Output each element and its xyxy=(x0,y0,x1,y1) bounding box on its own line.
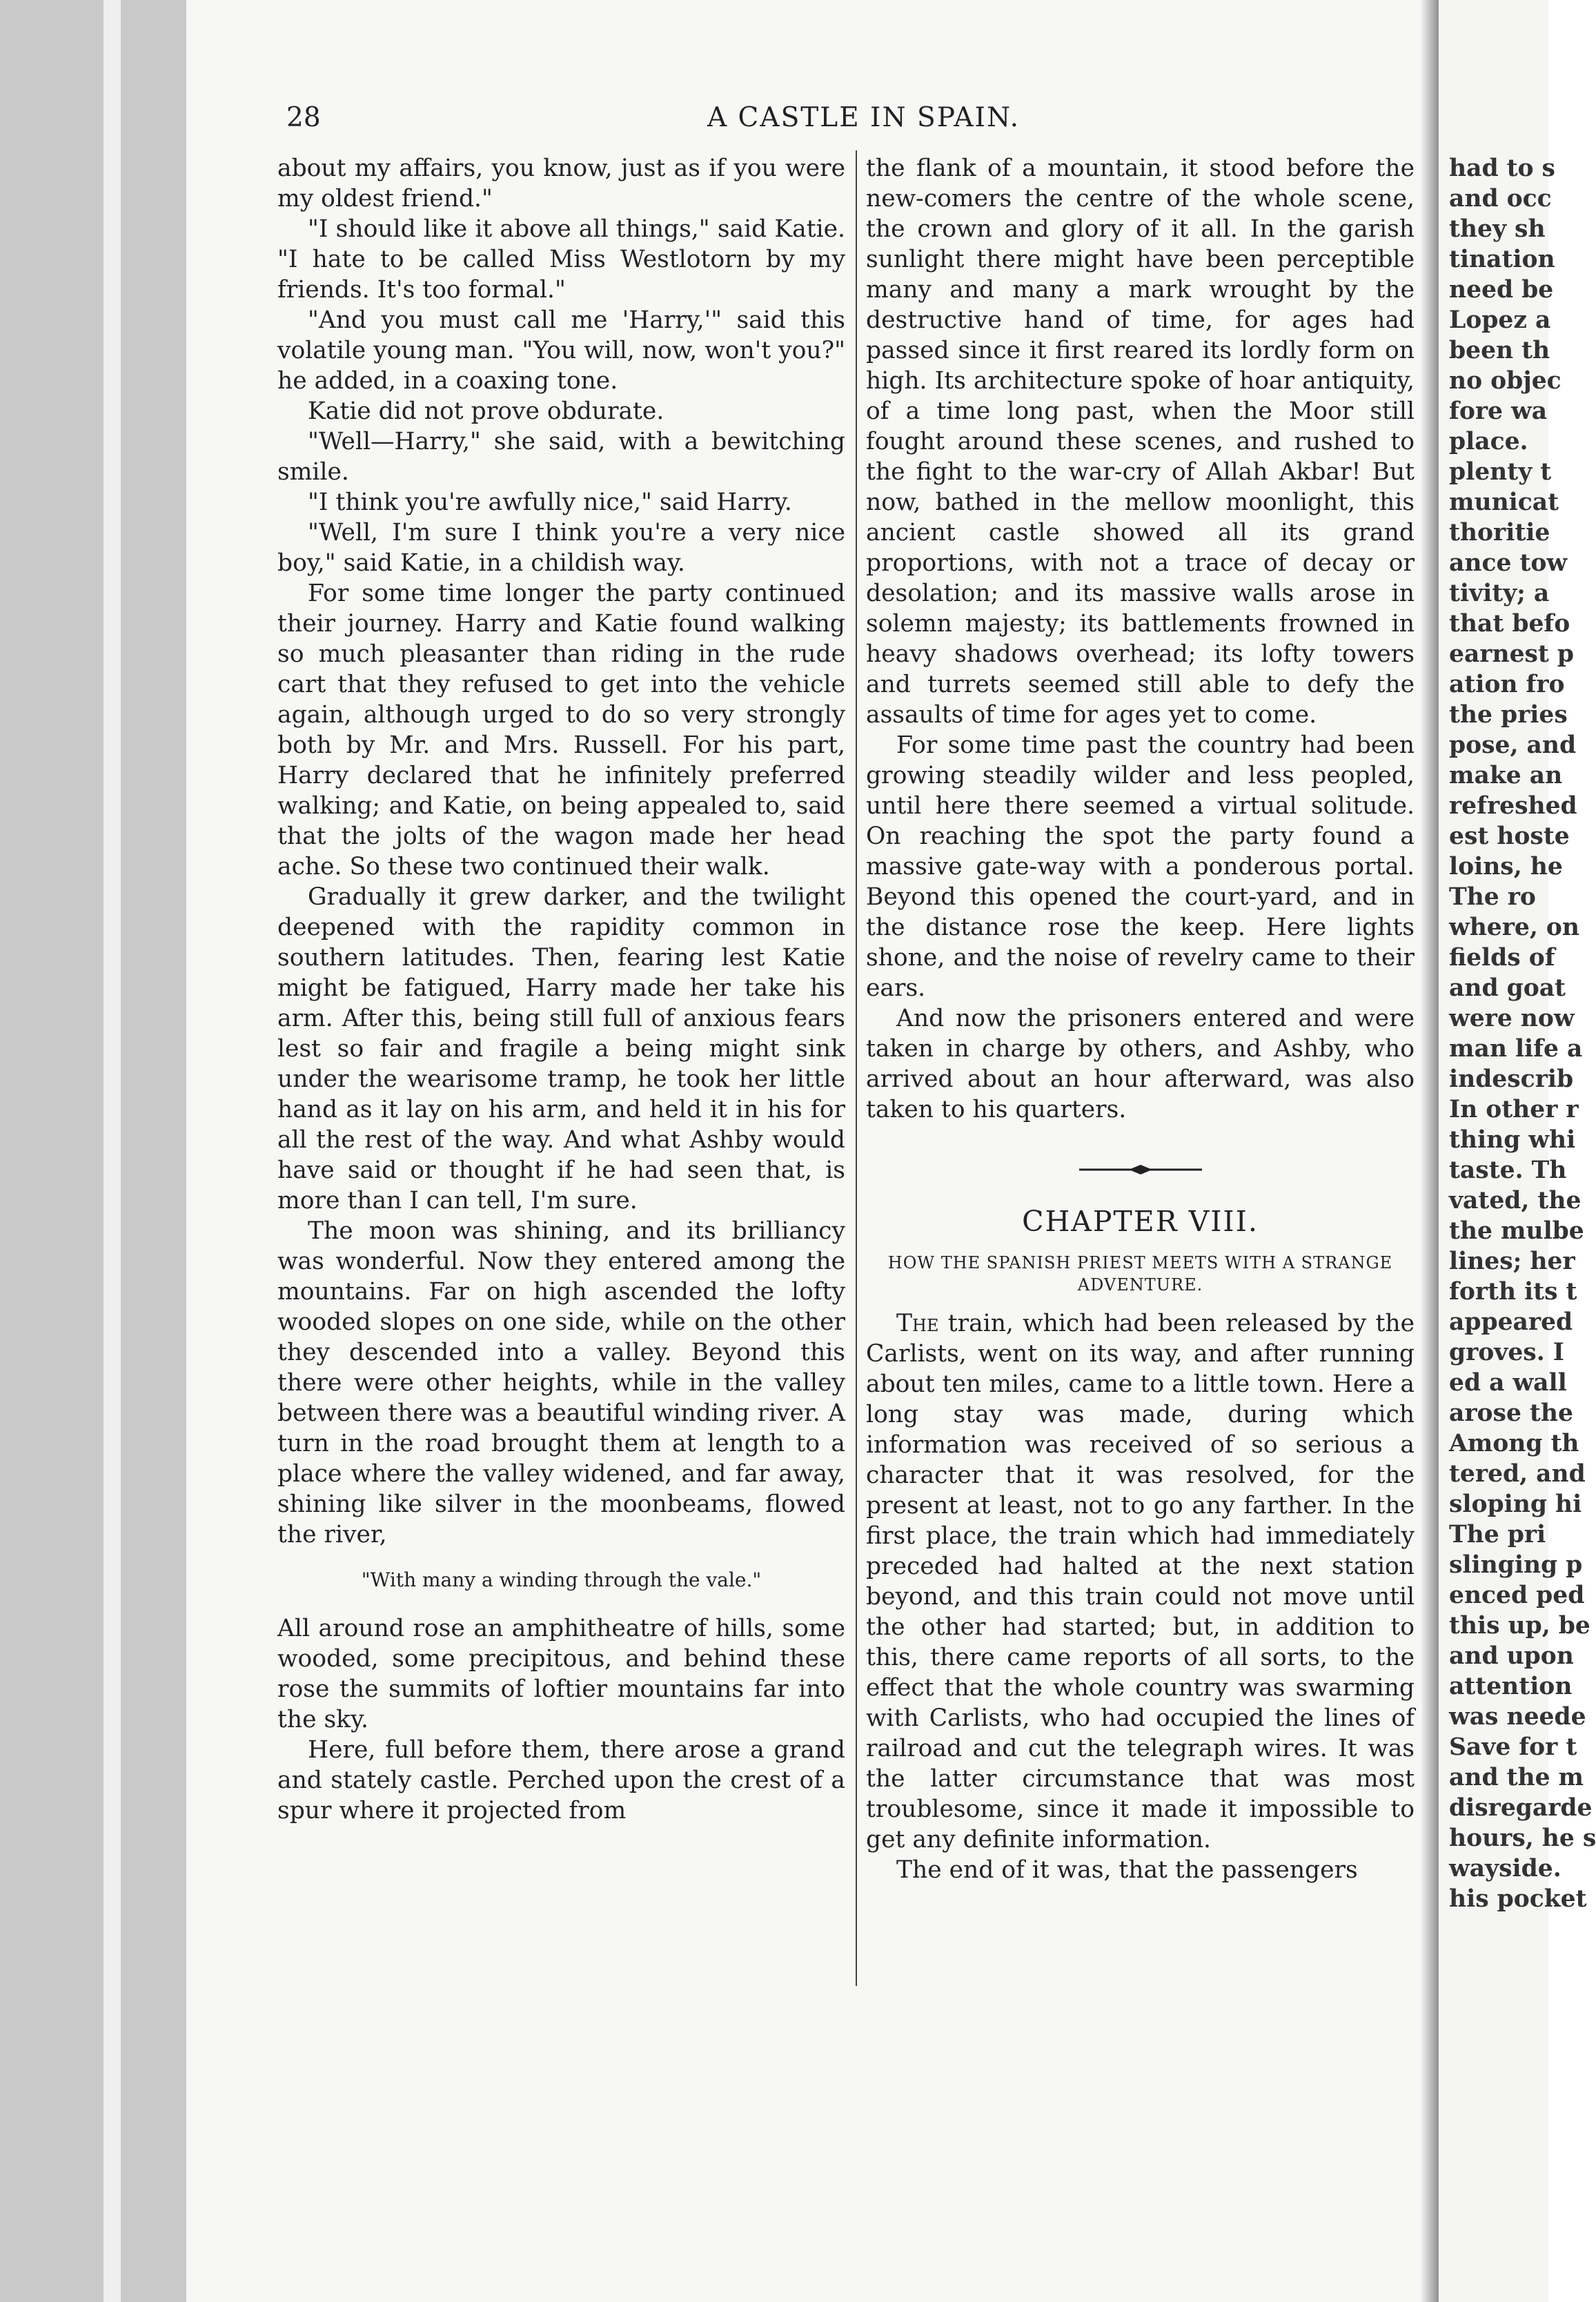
fragment-line: sloping hi xyxy=(1449,1491,1582,1518)
fragment-line: ed a wall xyxy=(1449,1369,1567,1397)
fragment-line: ance tow xyxy=(1449,549,1568,577)
fragment-line: where, on xyxy=(1449,914,1579,941)
fragment-line: arose the xyxy=(1449,1399,1573,1427)
fragment-line: tivity; a xyxy=(1449,580,1550,607)
fragment-line: hours, he s xyxy=(1449,1824,1596,1852)
fragment-line: his pocket xyxy=(1449,1885,1587,1913)
fragment-line: The ro xyxy=(1449,883,1536,911)
fragment-line: ation fro xyxy=(1449,671,1565,698)
right-column xyxy=(866,153,1415,1885)
paragraph: For some time past the country had been growing steadily wilder and less peopled, until here there seemed a virtual solitude. On reaching the spot the party found a massive gate-way with a ponderous portal. Beyond this opened the court-yard, and in the distance rose the keep. Here lights shone, and the noise of revelry came to their ears. xyxy=(866,731,1415,1002)
section-ornament xyxy=(1079,1165,1202,1174)
fragment-line: earnest p xyxy=(1449,640,1575,668)
paragraph: For some time longer the party continued their journey. Harry and Katie found walking so much pleasanter than riding in the rude cart that they refused to get into the vehicle again, although urged to do so very strongly both by Mr. and Mrs. Russell. For his part, Harry declared that he infinitely preferred walking; and Katie, on being appealed to, said that the jolts of the wagon made her head ache. So these two continued their walk. xyxy=(277,580,845,881)
fragment-line: tered, and xyxy=(1449,1460,1586,1488)
fragment-line: The pri xyxy=(1449,1521,1546,1548)
fragment-line: the mulbe xyxy=(1449,1217,1584,1245)
paragraph: And now the prisoners entered and were taken in charge by others, and Ashby, who arrived about an hour afterward, was also taken to his quarters. xyxy=(866,1005,1415,1123)
fragment-line: appeared xyxy=(1449,1308,1573,1336)
fragment-line: place. xyxy=(1449,428,1528,455)
fragment-line: and the m xyxy=(1449,1764,1584,1791)
page-header xyxy=(286,102,1418,137)
drop-word: The xyxy=(896,1310,939,1337)
fragment-line: lines; her xyxy=(1449,1248,1575,1275)
paragraph: Katie did not prove obdurate. xyxy=(308,397,664,425)
fragment-line: Among th xyxy=(1449,1430,1579,1457)
fragment-line: that befo xyxy=(1449,610,1570,638)
fragment-line: In other r xyxy=(1449,1096,1579,1123)
paragraph: The end of it was, that the passengers xyxy=(896,1856,1358,1884)
fragment-line: Save for t xyxy=(1449,1733,1577,1761)
paragraph-text: train, which had been released by the Carlists, went on its way, and after running about ten miles, came to a little town. Here a long stay was made, during which information was received of so serious a character that it was resolved, for the present at least, not to go any farther. In the first place, the train which had immediately preceded had halted at the next station beyond, and this train could not move until the other had started; but, in addition to this, there came reports of all sorts, to the effect that the whole country was swarming with Carlists, who had occupied the lines of railroad and cut the telegraph wires. It was the latter circumstance that was most troublesome, since it made it impossible to get any definite information. xyxy=(866,1310,1415,1853)
fragment-line: was neede xyxy=(1449,1703,1586,1731)
fragment-line: thoritie xyxy=(1449,519,1550,547)
paragraph: about my affairs, you know, just as if you were my oldest friend." xyxy=(277,155,845,213)
paragraph xyxy=(866,1308,1415,1855)
fragment-line: pose, and xyxy=(1449,731,1577,759)
running-title: A CASTLE IN SPAIN. xyxy=(707,102,1020,133)
fragment-line: forth its t xyxy=(1449,1278,1577,1306)
fragment-line: fields of xyxy=(1449,944,1555,972)
fragment-line: been th xyxy=(1449,337,1550,364)
paragraph: Here, full before them, there arose a grand and stately castle. Perched upon the crest of a spur where it projected from xyxy=(277,1736,845,1824)
paragraph: "Well, I'm sure I think you're a very nice boy," said Katie, in a childish way. xyxy=(277,519,845,577)
fragment-line: enced ped xyxy=(1449,1582,1585,1609)
fragment-line: and occ xyxy=(1449,185,1552,213)
fragment-line: the pries xyxy=(1449,701,1568,729)
fragment-line: man life a xyxy=(1449,1035,1583,1063)
fragment-line: est hoste xyxy=(1449,823,1570,850)
paragraph: The moon was shining, and its brilliancy was wonderful. Now they entered among the mountains. Far on high ascended the lofty wooded slopes on one side, while on the other they descended into a valley. Beyond this there were other heights, while in the valley between there was a beautiful winding river. A turn in the road brought them at length to a place where the valley widened, and far away, shining like silver in the moonbeams, flowed the river, xyxy=(277,1217,845,1548)
fragment-line: refreshed xyxy=(1449,792,1577,820)
chapter-title: CHAPTER VIII. xyxy=(1022,1205,1259,1238)
fragment-line: attention xyxy=(1449,1673,1573,1700)
fragment-lines xyxy=(1439,153,1596,1914)
fragment-line: municat xyxy=(1449,489,1559,516)
paragraph: the flank of a mountain, it stood before the new-comers the centre of the whole scene, the crown and glory of it all. In the garish sunlight there might have been perceptible many and many a mark wrought by the destructive hand of time, for ages had passed since it first reared its lordly form on high. Its architecture spoke of hoar antiquity, of a time long past, when the Moor still fought around these scenes, and rushed to the fight to the war-cry of Allah Akbar! But now, bathed in the mellow moonlight, this ancient castle showed all its grand proportions, with not a trace of decay or desolation; and its massive walls arose in solemn majesty; its battlements frowned in heavy shadows overhead; its lofty towers and turrets seemed still able to defy the assaults of time for ages yet to come. xyxy=(866,155,1415,729)
paragraph: Gradually it grew darker, and the twilight deepened with the rapidity common in southern latitudes. Then, fearing lest Katie might be fatigued, Harry made her take his arm. After this, being still full of anxious fears lest so fair and fragile a being might sink under the wearisome tramp, he took her little hand as it lay on his arm, and held it in his for all the rest of the way. And what Ashby would have said or thought if he had seen that, is more than I can tell, I'm sure. xyxy=(277,883,845,1214)
fragment-line: had to s xyxy=(1449,155,1555,182)
paragraph: "I think you're awfully nice," said Harry. xyxy=(308,489,792,516)
fragment-line: tination xyxy=(1449,246,1555,273)
fragment-line: indescrib xyxy=(1449,1065,1574,1093)
page-number: 28 xyxy=(286,102,321,133)
paragraph: "And you must call me 'Harry,'" said this volatile young man. "You will, now, won't you?" he added, in a coaxing tone. xyxy=(277,306,845,395)
fragment-line: groves. I xyxy=(1449,1339,1564,1366)
fragment-line: taste. Th xyxy=(1449,1157,1567,1184)
fragment-line: Lopez a xyxy=(1449,306,1551,334)
page-edges xyxy=(104,0,121,2302)
fragment-line: thing whi xyxy=(1449,1126,1576,1154)
verse-quote: "With many a winding through the vale." xyxy=(361,1568,762,1591)
fragment-line: plenty t xyxy=(1449,458,1552,486)
paragraph: "Well—Harry," she said, with a bewitching smile. xyxy=(277,428,845,486)
fragment-line: they sh xyxy=(1449,215,1546,243)
book-spine xyxy=(0,0,186,2302)
fragment-line: and goat xyxy=(1449,974,1566,1002)
column-rule xyxy=(856,150,857,1986)
fragment-line: and upon xyxy=(1449,1642,1574,1670)
fragment-line: vated, the xyxy=(1449,1187,1582,1214)
paragraph: All around rose an amphitheatre of hills, some wooded, some precipitous, and behind these rose the summits of loftier mountains far into the sky. xyxy=(277,1615,845,1733)
fragment-line: fore wa xyxy=(1449,397,1548,425)
fragment-line: were now xyxy=(1449,1005,1575,1032)
fragment-line: loins, he xyxy=(1449,853,1563,881)
chapter-subtitle: HOW THE SPANISH PRIEST MEETS WITH A STRANGE ADVENTURE. xyxy=(887,1253,1393,1295)
paragraph: "I should like it above all things," said Katie. "I hate to be called Miss Westlotorn by my friends. It's too formal." xyxy=(277,215,845,304)
fragment-line: make an xyxy=(1449,762,1563,789)
fragment-line: need be xyxy=(1449,276,1554,304)
fragment-line: this up, be xyxy=(1449,1612,1590,1640)
fragment-line: disregarde xyxy=(1449,1794,1593,1822)
fragment-line: no objec xyxy=(1449,367,1561,395)
left-column xyxy=(277,153,845,1826)
fragment-line: wayside. xyxy=(1449,1855,1561,1882)
adjacent-page-fragment xyxy=(1439,0,1596,2302)
fragment-line: slinging p xyxy=(1449,1551,1583,1579)
